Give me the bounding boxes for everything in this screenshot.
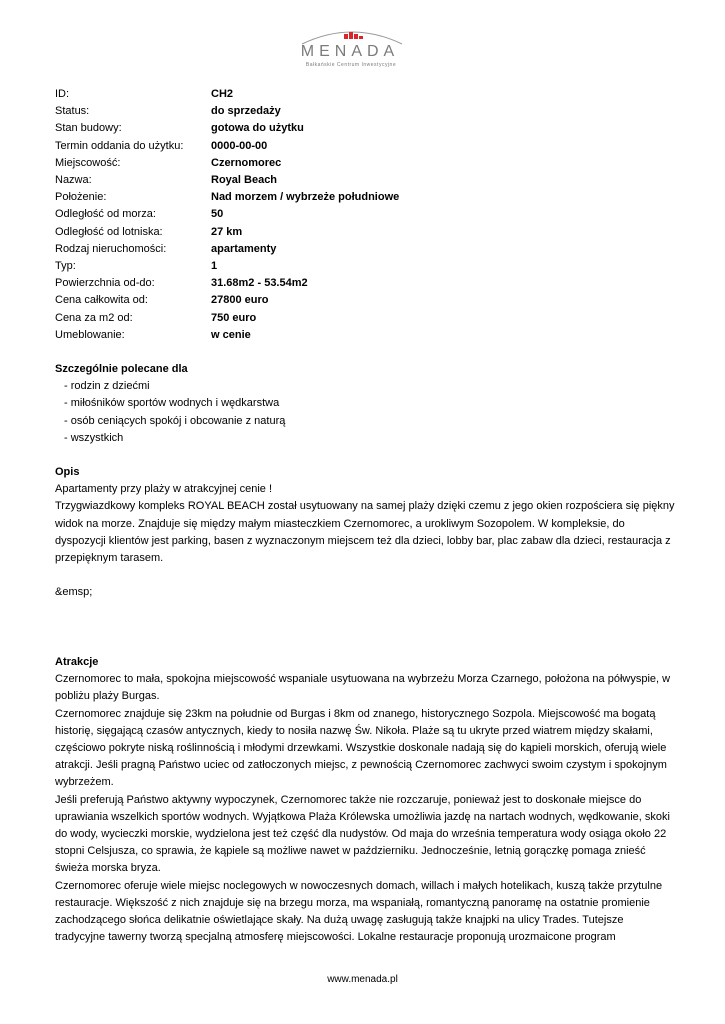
detail-value: do sprzedaży	[211, 105, 281, 118]
detail-label: Położenie:	[55, 191, 107, 204]
description-paragraph: Trzygwiazdkowy kompleks ROYAL BEACH został usytuowany na samej plaży dzięki czemu z jego okien rozpościera się piękny widok na morze. Znajduje się między małym miasteczkiem Czernomorec, a urokliwym Sozopolem. W kompleksie, do dyspozycji klientów jest parking, basen z wyznaczonym miejscem też dla dzieci, lobby bar, plac zabaw dla dzieci, restauracja z przepięknym tarasem.	[55, 500, 675, 565]
detail-value: 0000-00-00	[211, 139, 268, 152]
list-item: - rodzin z dziećmi	[64, 380, 150, 393]
detail-label: Status:	[55, 105, 90, 118]
detail-value: 50	[211, 208, 224, 221]
detail-label: Termin oddania do użytku:	[55, 139, 184, 152]
detail-label: Miejscowość:	[55, 156, 121, 169]
logo-subtitle: Bałkańskie Centrum Inwestycyjne	[305, 62, 397, 68]
detail-value: Czernomorec	[211, 156, 282, 169]
recommended-section	[55, 361, 675, 447]
detail-label: Cena całkowita od:	[55, 294, 148, 307]
detail-value: Royal Beach	[211, 174, 278, 186]
detail-value: 27 km	[211, 225, 243, 238]
list-item: - wszystkich	[64, 431, 124, 444]
detail-label: Umeblowanie:	[55, 328, 125, 341]
attractions-paragraph: Czernomorec to mała, spokojna miejscowość wspaniale usytuowana na wybrzeżu Morza Czarnego, położona na półwyspie, w pobliżu plaży Burgas.	[55, 673, 671, 703]
detail-value: Nad morzem / wybrzeże południowe	[211, 191, 400, 204]
attractions-paragraph: Czernomorec znajduje się 23km na południe od Burgas i 8km od znanego, historycznego Sozpola. Miejscowość ma bogatą historię, sięgającą czasów antycznych, kiedy to nosiła nazwę Św. Nikoła. Plaże są tu ukryte przed wiatrem między skałami, częściowo pokryte niską roślinnością i młodymi drzewkami. Wszystkie doskonale nadają się do kąpieli morskich, oferują wiele atrakcji. Jeśli pragną Państwo uciec od zatłoczonych miejsc, z pewnością Czernomorec zachwyci swoim czystym i spokojnym wybrzeżem.	[55, 707, 667, 789]
entity-text: &emsp;	[55, 586, 93, 599]
detail-value: 750 euro	[211, 311, 257, 324]
detail-value: 31.68m2 - 53.54m2	[211, 277, 308, 290]
description-heading: Opis	[55, 466, 80, 478]
footer-url[interactable]: www.menada.pl	[327, 974, 398, 985]
detail-label: Rodzaj nieruchomości:	[55, 242, 167, 255]
menada-logo	[296, 26, 408, 70]
detail-value: CH2	[211, 88, 234, 100]
detail-label: Odległość od lotniska:	[55, 225, 163, 238]
detail-value: gotowa do użytku	[211, 122, 304, 135]
detail-label: ID:	[55, 88, 70, 100]
detail-value: 27800 euro	[211, 294, 269, 307]
detail-value: 1	[211, 260, 218, 272]
list-item: - miłośników sportów wodnych i wędkarstwa	[64, 397, 280, 410]
detail-label: Powierzchnia od-do:	[55, 277, 155, 290]
detail-label: Cena za m2 od:	[55, 311, 133, 324]
detail-label: Stan budowy:	[55, 122, 122, 135]
detail-value: apartamenty	[211, 242, 277, 255]
detail-label: Nazwa:	[55, 174, 92, 186]
detail-label: Typ:	[55, 260, 76, 272]
description-section	[55, 464, 675, 601]
list-item: - osób ceniących spokój i obcowanie z naturą	[64, 414, 286, 427]
recommended-heading: Szczególnie polecane dla	[55, 363, 188, 375]
attractions-paragraph: Jeśli preferują Państwo aktywny wypoczynek, Czernomorec także nie rozczaruje, ponieważ jest to doskonałe miejsce do uprawiania wszelkich sportów wodnych. Wyjątkowa Plaża Królewska umożliwia jazdę na nartach wodnych, wędkowanie, skoki do wody, wycieczki morskie, wydzielona jest też część dla nudystów. Od maja do września temperatura wody osiąga około 22 stopni Celsjusza, co sprawia, że kąpiele są możliwe nawet w październiku. Jednocześnie, letnią gorączkę pomaga znieść świeża morska bryza.	[55, 793, 670, 875]
attractions-section	[55, 654, 675, 946]
logo-text: MENADA	[300, 43, 400, 60]
detail-value: w cenie	[211, 328, 251, 341]
description-paragraph: Apartamenty przy plaży w atrakcyjnej cenie !	[55, 483, 273, 496]
attractions-paragraph: Czernomorec oferuje wiele miejsc noclegowych w nowoczesnych domach, willach i małych hotelikach, kuszą także przytulne restauracje. Większość z nich znajduje się na brzegu morza, ma wspaniałą, romantyczną panoramę na ostatnie promienie zachodzącego słońca delikatnie oświetlające skały. Na dużą uwagę zasługują także knajpki na ulicy Trades. Tutejsze tradycyjne tawerny tworzą specjalną atmosferę miejscowości. Lokalne restauracje proponują urozmaicone program	[55, 879, 663, 944]
attractions-heading: Atrakcje	[55, 656, 99, 668]
detail-label: Odległość od morza:	[55, 208, 156, 221]
